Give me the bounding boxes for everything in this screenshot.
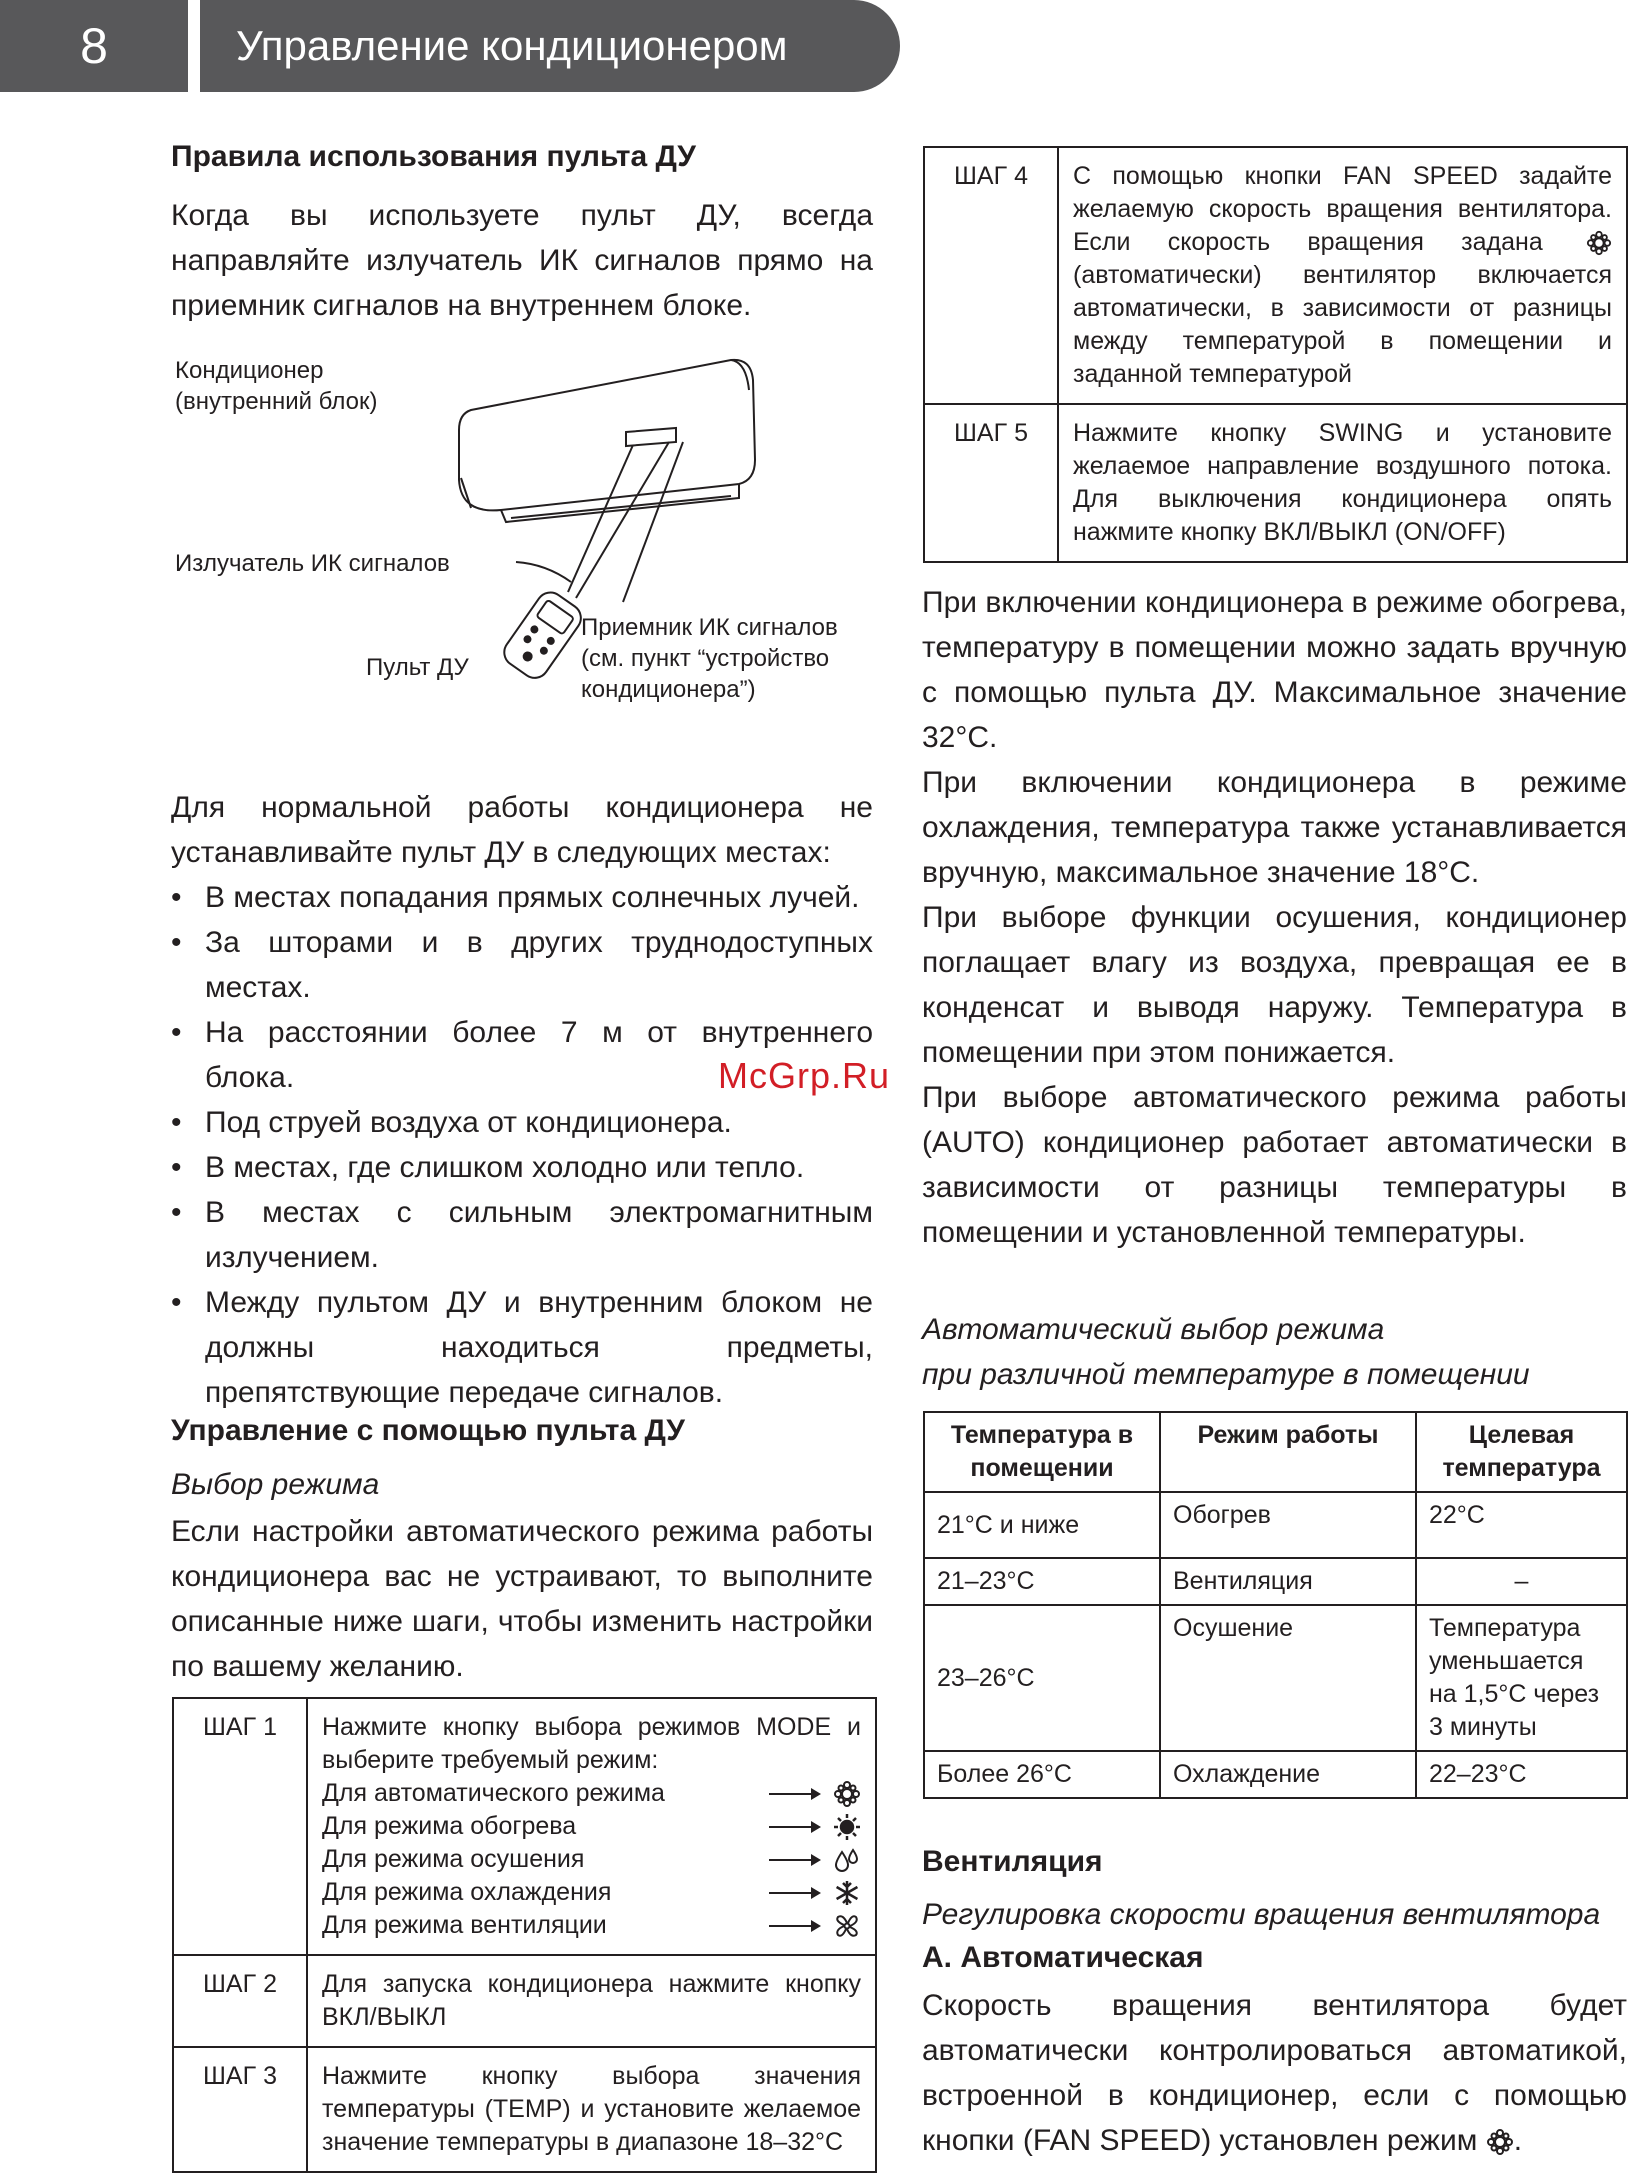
table-cell: Осушение xyxy=(1160,1605,1416,1751)
rules-text: Когда вы используете пульт ДУ, всегда направляйте излучатель ИК сигналов прямо на приемник сигналов на внутреннем блоке. xyxy=(171,199,873,322)
vent-subheading: Регулировка скорости вращения вентилятора xyxy=(922,1898,1601,1931)
page-number: 8 xyxy=(0,0,188,92)
table-row xyxy=(173,2047,876,2172)
step-text-cont: (автоматически) вентилятор включается автоматически, в зависимости от разницы между температурой в помещении и заданной температурой xyxy=(1073,261,1612,388)
page-title: Управление кондиционером xyxy=(200,0,900,92)
paragraph: При выборе функции осушения, кондиционер поглащает влагу из воздуха, превращая ее в конденсат и выводя наружу. Температура в помещении при этом понижается. xyxy=(922,901,1627,1069)
table-row xyxy=(173,1698,876,1955)
label-indoor-unit-2: (внутренний блок) xyxy=(175,388,378,415)
label-ir-receiver-1: Приемник ИК сигналов xyxy=(581,614,838,641)
vent-heading: Вентиляция xyxy=(922,1845,1103,1878)
fan-icon xyxy=(833,1912,861,1940)
mode-row-auto xyxy=(322,1777,861,1810)
label-ir-receiver-3: кондиционера”) xyxy=(581,676,756,703)
auto-caption-line1: Автоматический выбор режима xyxy=(922,1313,1385,1346)
control-heading: Управление с помощью пульта ДУ xyxy=(171,1414,685,1447)
step-text: Для запуска кондиционера нажмите кнопку ВКЛ/ВЫКЛ xyxy=(307,1955,876,2047)
steps-table-right xyxy=(923,146,1628,563)
table-cell: Более 26°С xyxy=(924,1751,1160,1798)
mode-text: Для режима обогрева xyxy=(322,1812,577,1840)
col-header: Целевая температура xyxy=(1416,1412,1627,1492)
step-label: ШАГ 2 xyxy=(173,1955,307,2047)
list-item: • В местах попадания прямых солнечных лучей. xyxy=(171,875,873,920)
table-cell: 23–26°С xyxy=(924,1605,1160,1751)
steps-table-left xyxy=(172,1697,877,2173)
step-text: Нажмите кнопку SWING и установите желаемое направление воздушного потока. Для выключения кондиционера опять нажмите кнопку ВКЛ/ВЫКЛ (ON/OFF) xyxy=(1058,404,1627,562)
mode-text: Для режима осушения xyxy=(322,1845,585,1873)
table-row xyxy=(924,1558,1627,1605)
table-cell: Температура уменьшается на 1,5°С через 3 минуты xyxy=(1416,1605,1627,1751)
mode-subheading: Выбор режима xyxy=(171,1468,380,1501)
step-label: ШАГ 4 xyxy=(924,147,1058,404)
auto-fan-icon xyxy=(1586,230,1612,256)
snowflake-icon xyxy=(833,1879,861,1907)
auto-caption-line2: при различной температуре в помещении xyxy=(922,1358,1530,1391)
auto-mode-icon xyxy=(833,1780,861,1808)
col-header: Температура в помещении xyxy=(924,1412,1160,1492)
auto-fan-icon xyxy=(1486,2128,1514,2156)
table-cell: 21°С и ниже xyxy=(924,1492,1160,1558)
table-row xyxy=(924,1751,1627,1798)
mode-row-fan xyxy=(322,1909,861,1942)
mode-text: Для режима охлаждения xyxy=(322,1878,612,1906)
label-ir-emitter: Излучатель ИК сигналов xyxy=(175,550,450,577)
mode-paragraphs xyxy=(922,580,1627,1255)
table-cell: 22°С xyxy=(1416,1492,1627,1558)
step-label: ШАГ 3 xyxy=(173,2047,307,2172)
rules-heading: Правила использования пульта ДУ xyxy=(171,140,696,173)
table-cell: Обогрев xyxy=(1160,1492,1416,1558)
list-item: • В местах с сильным электромагнитным излучением. xyxy=(171,1190,873,1280)
placement-list xyxy=(171,875,873,1415)
list-item: • В местах, где слишком холодно или тепло. xyxy=(171,1145,873,1190)
mode-text: Для режима вентиляции xyxy=(322,1911,607,1939)
step-text: Нажмите кнопку выбора значения температуры (TEMP) и установите желаемое значение температуры в диапазоне 18–32°С xyxy=(307,2047,876,2172)
watermark: McGrp.Ru xyxy=(718,1055,891,1096)
vent-text-body: Скорость вращения вентилятора будет автоматически контролироваться автоматикой, встроенной в кондиционер, если с помощью кнопки (FAN SPEED) установлен режим xyxy=(922,1989,1627,2157)
table-cell: Охлаждение xyxy=(1160,1751,1416,1798)
label-ir-receiver-2: (см. пункт “устройство xyxy=(581,645,830,672)
mode-text: Для автоматического режима xyxy=(322,1779,665,1807)
list-item: • Под струей воздуха от кондиционера. xyxy=(171,1100,873,1145)
remote-diagram xyxy=(171,350,891,720)
table-row xyxy=(924,1492,1627,1558)
paragraph: При выборе автоматического режима работы (AUTO) кондиционер работает автоматически в зависимости от разницы температуры в помещении и установленной температуры. xyxy=(922,1081,1627,1249)
step-label: ШАГ 5 xyxy=(924,404,1058,562)
step-text: С помощью кнопки FAN SPEED задайте желаемую скорость вращения вентилятора. Если скорость вращения задана xyxy=(1073,162,1612,256)
col-header: Режим работы xyxy=(1160,1412,1416,1492)
list-item: • За шторами и в других труднодоступных местах. xyxy=(171,920,873,1010)
vent-a-heading: А. Автоматическая xyxy=(922,1941,1204,1974)
table-row xyxy=(924,147,1627,404)
ac-unit-illustration xyxy=(171,350,891,720)
vent-text-end: . xyxy=(1513,2124,1523,2157)
list-item: • Между пультом ДУ и внутренним блоком не должны находиться предметы, препятствующие передаче сигналов. xyxy=(171,1280,873,1415)
mode-row-dry xyxy=(322,1843,861,1876)
placement-intro: Для нормальной работы кондиционера не устанавливайте пульт ДУ в следующих местах: xyxy=(171,791,873,869)
table-cell: 22–23°С xyxy=(1416,1751,1627,1798)
sun-icon xyxy=(833,1813,861,1841)
step-1-intro: Нажмите кнопку выбора режимов MODE и выберите требуемый режим: xyxy=(322,1713,861,1774)
table-row xyxy=(924,1605,1627,1751)
table-row xyxy=(173,1955,876,2047)
auto-caption xyxy=(922,1307,1627,1397)
auto-mode-table xyxy=(923,1411,1628,1799)
droplets-icon xyxy=(833,1846,861,1874)
table-row xyxy=(924,404,1627,562)
label-indoor-unit-1: Кондиционер xyxy=(175,357,324,384)
mode-row-cool xyxy=(322,1876,861,1909)
paragraph: При включении кондиционера в режиме обогрева, температуру в помещении можно задать вручную с помощью пульта ДУ. Максимальное значение 32°С. xyxy=(922,586,1627,754)
table-cell: 21–23°С xyxy=(924,1558,1160,1605)
mode-text: Если настройки автоматического режима работы кондиционера вас не устраивают, то выполните описанные ниже шаги, чтобы изменить настройки по вашему желанию. xyxy=(171,1515,873,1683)
step-label: ШАГ 1 xyxy=(173,1698,307,1955)
mode-row-heat xyxy=(322,1810,861,1843)
label-remote: Пульт ДУ xyxy=(366,654,469,681)
table-cell: – xyxy=(1416,1558,1627,1605)
vent-text xyxy=(922,1983,1627,2163)
list-item: • На расстоянии более 7 м от внутреннего блока. xyxy=(171,1010,873,1100)
paragraph: При включении кондиционера в режиме охлаждения, температура также устанавливается вручную, максимальное значение 18°С. xyxy=(922,766,1627,889)
table-cell: Вентиляция xyxy=(1160,1558,1416,1605)
table-header-row xyxy=(924,1412,1627,1492)
